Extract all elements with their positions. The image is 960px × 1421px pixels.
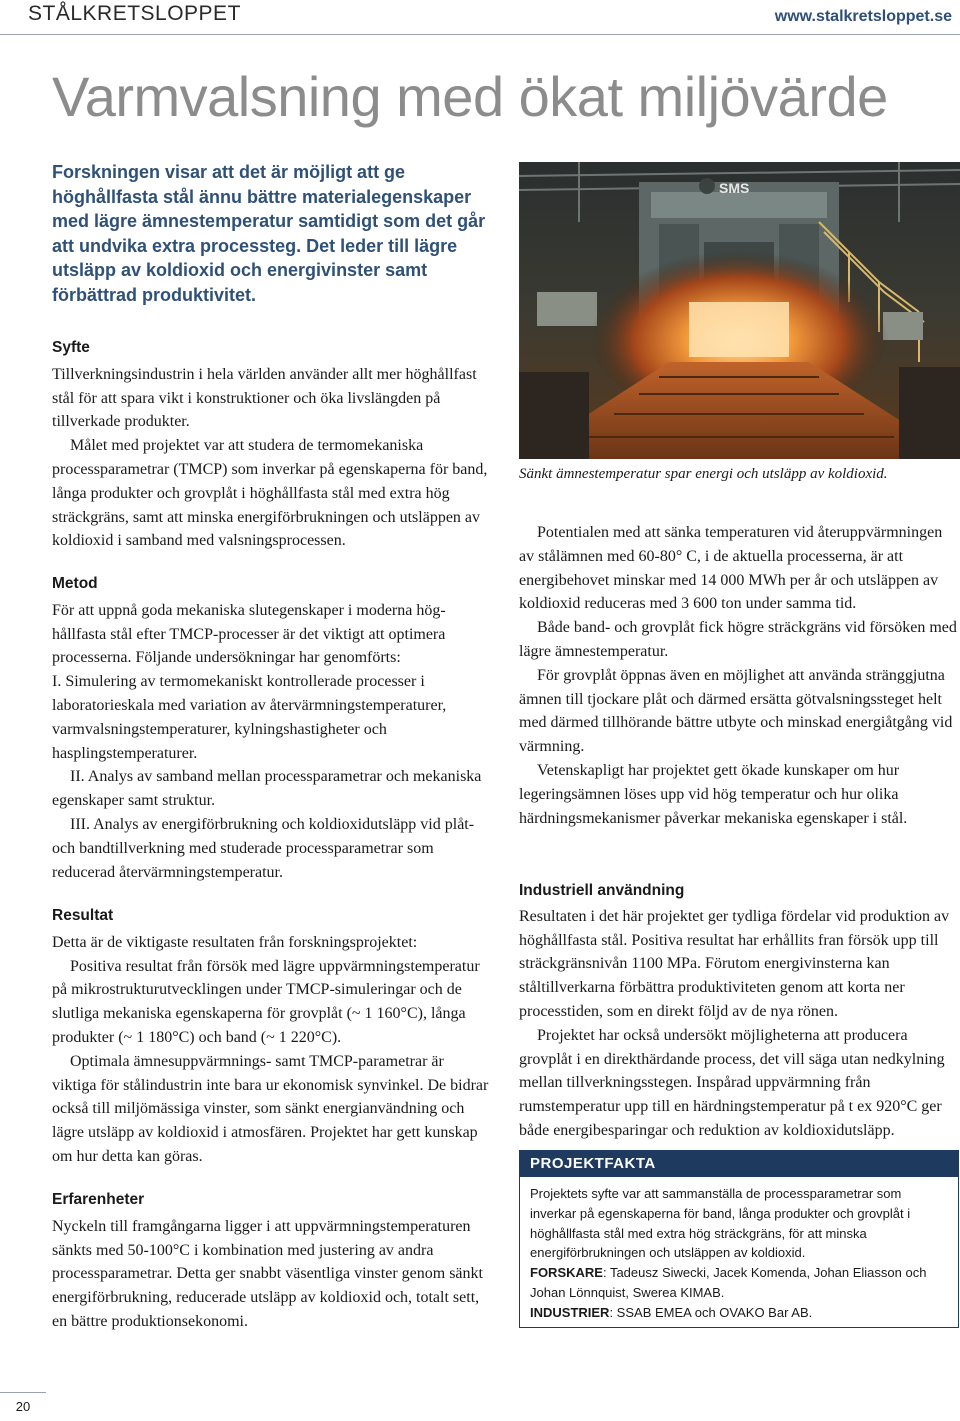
website-url[interactable]: www.stalkretsloppet.se: [774, 8, 952, 25]
paragraph: II. Analys av samband mellan processparametrar och mekaniska egenskaper samt struktur.: [52, 768, 482, 810]
industrier-names: : SSAB EMEA och OVAKO Bar AB.: [609, 1304, 813, 1320]
paragraph: För grovplåt öppnas även en möjlighet att använda stränggjutna ämnen till tjockare plåt och därmed ersätta götvalsningssteget helt med därmed tillhörande bättre utbyte och minskad energiåtgång vid värmning.: [519, 666, 953, 756]
mill-sign: SMS: [719, 180, 750, 196]
heading-erfarenheter: Erfarenheter: [52, 1191, 145, 1208]
paragraph: Resultaten i det här projektet ger tydliga fördelar vid produktion av höghållfasta stål. Positiva resultat har erhållits fran försök upp till sträckgränsnivån 1100 MPa. Förutom energivinsterna kan ståltillverkarna förbättra produktiviteten genom att korta ner processtiden, som en direkt följd av de nya rönen.: [519, 907, 950, 1020]
heading-metod: Metod: [52, 575, 98, 592]
section-erfarenheter: [52, 1188, 492, 1334]
paragraph: III. Analys av energiförbrukning och koldioxidutsläpp vid plåt- och bandtillverkning med studerade processparametrar som reducerad återvärmningstemperatur.: [52, 815, 475, 881]
paragraph: Vetenskapligt har projektet gett ökade kunskaper om hur legeringsämnen löses upp vid hög temperatur och hur olika härdningsmekanismer påverkar mekaniska egenskaper i stål.: [519, 761, 908, 827]
paragraph: Positiva resultat från försök med lägre uppvärmningstemperatur på mikrostrukturutvecklingen under TMCP-simuleringar och de slutliga mekaniska egenskaperna för grovplåt (~ 1 160°C), långa produkter (~ 1 180°C) och band (~ 1 220°C).: [52, 957, 480, 1046]
forskare-label: FORSKARE: [530, 1265, 603, 1281]
paragraph: Detta är de viktigaste resultaten från forskningsprojektet:: [52, 933, 418, 951]
paragraph: Både band- och grovplåt fick högre sträckgräns vid försöken med lägre ämnestemperatur.: [519, 619, 957, 660]
section-right-intro: [519, 521, 959, 830]
projektfakta-text: Projektets syfte var att sammanställa de processparametrar som inverkar på egenskaperna för band, långa produkter och grovplåt i höghållfasta stål med extra hög sträckgräns, för att minska energiförbrukningen och utsläppen av koldioxid.: [530, 1186, 911, 1261]
projektfakta-box: [519, 1150, 959, 1328]
page-number: 20: [0, 1392, 46, 1416]
rolling-mill-photo: [519, 162, 960, 459]
header-divider: [0, 34, 960, 35]
paragraph: Nyckeln till framgångarna ligger i att uppvärmningstemperaturen sänkts med 50-100°C i kombination med justering av andra processparametrar. Detta ger snabbt väsentliga vinster genom sänkt energiförbrukning, reducerade utsläpp av koldioxid och, totalt sett, en bättre produktionsekonomi.: [52, 1217, 483, 1330]
heading-syfte: Syfte: [52, 339, 90, 356]
heading-resultat: Resultat: [52, 907, 114, 924]
paragraph: Optimala ämnesuppvärmnings- samt TMCP-parametrar är viktiga för stålindustrin inte bara ur ekonomisk synvinkel. De bidrar också till miljömässiga vinster, som sänkt energianvändning och lägre utsläpp av koldioxid i atmosfären. Projektet har gett kunskap om hur detta kan göras.: [52, 1052, 489, 1165]
article-title: Varmvalsning med ökat miljövärde: [52, 65, 888, 128]
article-lead: [52, 160, 507, 308]
photo-caption: Sänkt ämnestemperatur spar energi och utsläpp av koldioxid.: [519, 466, 888, 482]
paragraph: Tillverkningsindustrin i hela världen använder allt mer höghållfast stål för att spara vikt i konstruktioner och öka livslängden på tillverkade produkter.: [52, 365, 477, 431]
paragraph: Projektet har också undersökt möjligheterna att producera grovplåt i en direkthärdande process, det vill säga utan nedkylning mellan tillverkningsstegen. Inspårad uppvärmning från rumstemperatur upp till en härdningstemperatur på t ex 920°C ger både energibesparingar och reduktion av koldioxidutsläpp.: [519, 1026, 945, 1139]
projektfakta-heading: PROJEKTFAKTA: [520, 1151, 958, 1177]
section-industriell: [519, 879, 959, 1143]
magazine-name: STÅLKRETSLOPPET: [28, 2, 241, 25]
paragraph: För att uppnå goda mekaniska slutegenskaper i moderna höghållfasta stål efter TMCP-processer är det viktigt att optimera processerna. Följande undersökningar har genomförts:: [52, 601, 446, 667]
forskare-line: [530, 1263, 948, 1303]
section-resultat: [52, 904, 492, 1169]
projektfakta-body: [520, 1177, 958, 1323]
industrier-line: [530, 1303, 948, 1323]
section-metod: [52, 572, 492, 884]
paragraph: Potentialen med att sänka temperaturen vid återuppvärmningen av stålämnen med 60-80° C, i de aktuella processerna, är att energibehovet minskar med 14 000 MWh per år och utsläppen av koldioxid reduceras med 3 600 ton under samma tid.: [519, 524, 943, 613]
paragraph: Målet med projektet var att studera de termomekaniska processparametrar (TMCP) som inverkar på egenskaperna för band, långa produkter och grovplåt i höghållfasta stål med extra hög sträckgräns, samt att minska energiförbrukningen och utsläppen av koldioxid i samband med valsningsprocessen.: [52, 437, 488, 550]
forskare-names: : Tadeusz Siwecki, Jacek Komenda, Johan Eliasson och Johan Lönnquist, Swerea KIMAB.: [530, 1265, 927, 1300]
paragraph: I. Simulering av termomekaniskt kontrollerade processer i laboratorieskala med variation av återvärmningstemperaturer, varmvalsningstemperaturer, kylningshastigheter och hasplingstemperaturer.: [52, 673, 447, 762]
lead-text: Forskningen visar att det är möjligt att ge höghållfasta stål ännu bättre materialegenskaper med lägre ämnestemperatur samtidigt som det går att undvika extra processteg. Det leder till lägre utsläpp av koldioxid och energivinster samt förbättrad produktivitet.: [52, 162, 486, 305]
section-syfte: [52, 336, 492, 553]
industrier-label: INDUSTRIER: [530, 1304, 610, 1320]
heading-industriell: Industriell användning: [519, 882, 685, 899]
